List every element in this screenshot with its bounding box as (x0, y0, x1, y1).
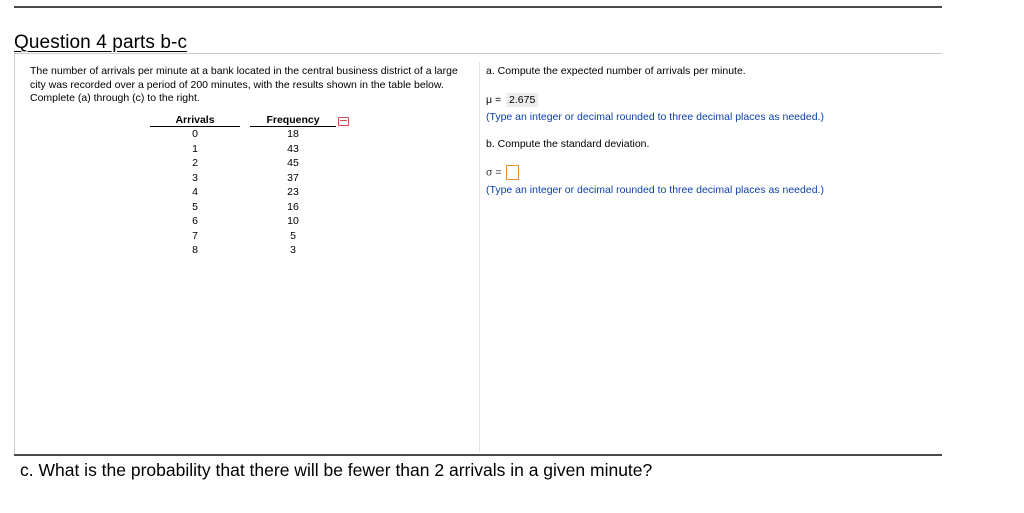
cell-frequency: 5 (290, 229, 296, 242)
sigma-answer-line (486, 165, 519, 180)
header-arrivals: Arrivals (150, 114, 240, 127)
sigma-symbol: σ = (486, 166, 502, 179)
header-frequency: Frequency (250, 114, 336, 127)
cell-frequency: 16 (287, 200, 299, 213)
cell-arrivals: 8 (192, 244, 198, 256)
part-a-hint: (Type an integer or decimal rounded to three decimal places as needed.) (486, 111, 824, 123)
mu-answer-line (486, 93, 538, 107)
page-title: Question 4 parts b-c (14, 32, 188, 53)
cell-frequency: 18 (287, 128, 299, 140)
part-c-question: c. What is the probability that there will be fewer than 2 arrivals in a given minute? (20, 460, 653, 480)
cell-frequency: 23 (287, 186, 299, 198)
cell-arrivals: 1 (192, 142, 198, 155)
mu-answer-field[interactable]: 2.675 (506, 93, 538, 107)
pane-divider (479, 62, 480, 452)
cell-frequency: 10 (287, 215, 299, 227)
bottom-divider (14, 454, 942, 456)
part-a-question: a. Compute the expected number of arrivals per minute. (486, 65, 746, 77)
cell-frequency: 3 (290, 244, 296, 256)
mu-symbol: μ = (486, 94, 502, 106)
cell-frequency: 37 (287, 171, 299, 184)
cell-arrivals: 0 (192, 128, 198, 140)
cell-arrivals: 3 (192, 171, 198, 184)
part-b-question: b. Compute the standard deviation. (486, 138, 650, 150)
cell-frequency: 45 (287, 157, 299, 169)
top-divider (14, 6, 942, 8)
cell-arrivals: 4 (192, 186, 198, 198)
title-divider (14, 53, 942, 54)
cell-arrivals: 5 (192, 200, 198, 213)
problem-statement: The number of arrivals per minute at a bank located in the central business district of a large city was recorded over a period of 200 minutes, with the results shown in the table below. Complete (a) through (c) to the right. (30, 65, 458, 104)
cell-frequency: 43 (287, 142, 299, 155)
content-left-border (14, 54, 15, 454)
cell-arrivals: 6 (192, 215, 198, 227)
copy-data-icon[interactable] (338, 117, 349, 126)
cell-arrivals: 2 (192, 157, 198, 169)
cell-arrivals: 7 (192, 229, 198, 242)
sigma-input[interactable] (506, 165, 519, 180)
part-b-hint: (Type an integer or decimal rounded to three decimal places as needed.) (486, 184, 824, 196)
